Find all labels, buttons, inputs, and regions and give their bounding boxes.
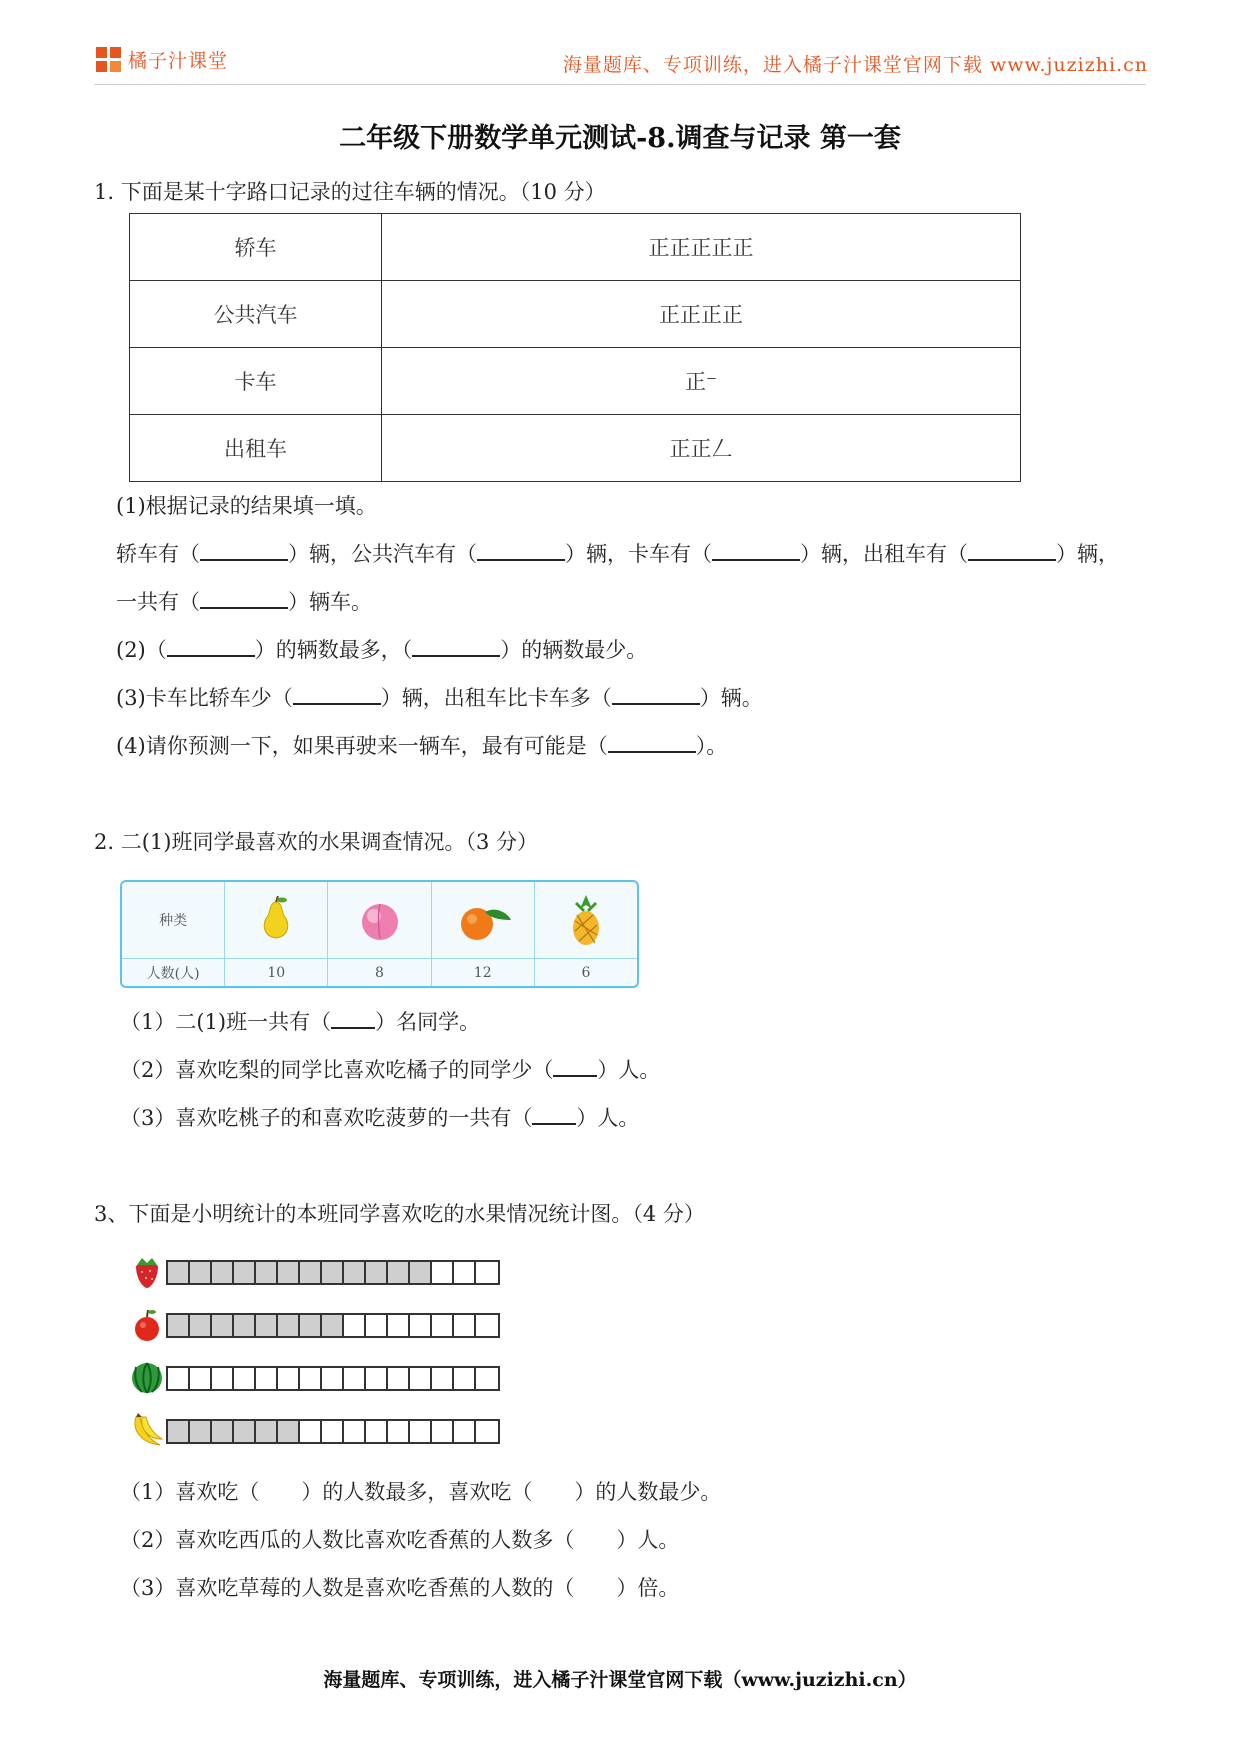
q1-sub1-line2: [116, 586, 372, 616]
logo: [96, 46, 228, 73]
bar-cell: [366, 1421, 388, 1442]
tally-bar: [166, 1313, 500, 1338]
q1-sub1-line1: [116, 538, 1119, 568]
q1-sub3: [116, 682, 763, 712]
text: ）辆。: [699, 686, 763, 710]
answer-blank[interactable]: [712, 539, 800, 561]
bar-cell: [300, 1368, 322, 1389]
bar-cell: [432, 1262, 454, 1283]
bar-cell: [388, 1421, 410, 1442]
tally-bar: [166, 1419, 500, 1444]
answer-blank[interactable]: [412, 635, 500, 657]
pear-icon: [225, 882, 328, 958]
bar-cell: [300, 1315, 322, 1336]
bar-row-watermelon: [130, 1359, 500, 1397]
bar-cell: [476, 1368, 498, 1389]
answer-blank[interactable]: [532, 1103, 576, 1125]
bar-row-strawberry: [130, 1253, 500, 1291]
bar-cell: [454, 1315, 476, 1336]
banana-icon: [130, 1412, 164, 1450]
bar-row-apple: [130, 1306, 500, 1344]
bar-cell: [278, 1368, 300, 1389]
text: （3）喜欢吃桃子的和喜欢吃菠萝的一共有（: [120, 1106, 533, 1130]
bar-cell: [322, 1421, 344, 1442]
question-2-stem: 2. 二(1)班同学最喜欢的水果调查情况。（3 分）: [94, 830, 538, 854]
q1-sub2: [116, 634, 647, 664]
pineapple-icon: [535, 882, 637, 958]
vehicle-cell: 出租车: [130, 415, 382, 482]
answer-blank[interactable]: [200, 539, 288, 561]
bar-cell: [410, 1421, 432, 1442]
bar-cell: [476, 1315, 498, 1336]
count-label: 人数(人): [122, 959, 225, 986]
bar-cell: [190, 1368, 212, 1389]
bar-cell: [168, 1368, 190, 1389]
text: ）的辆数最少。: [500, 638, 648, 662]
bar-cell: [410, 1262, 432, 1283]
tally-bar: [166, 1260, 500, 1285]
vehicle-cell: 轿车: [130, 214, 382, 281]
count-cell: 6: [581, 964, 591, 981]
bar-cell: [344, 1368, 366, 1389]
text: ）辆，出租车有（: [800, 542, 968, 566]
bar-cell: [212, 1315, 234, 1336]
vehicle-cell: 卡车: [130, 348, 382, 415]
table-row: [130, 415, 1021, 482]
orange-icon: [432, 882, 535, 958]
answer-blank[interactable]: [477, 539, 565, 561]
bar-cell: [190, 1262, 212, 1283]
text: ）辆，出租车比卡车多（: [380, 686, 612, 710]
bar-cell: [366, 1262, 388, 1283]
bar-cell: [212, 1262, 234, 1283]
answer-blank[interactable]: [331, 1007, 375, 1029]
bar-cell: [278, 1315, 300, 1336]
text: （1）二(1)班一共有（: [120, 1010, 332, 1034]
bar-cell: [300, 1421, 322, 1442]
count-cell: 10: [225, 959, 328, 986]
count-cell: 12: [432, 959, 535, 986]
q2-sub2: [120, 1054, 660, 1084]
bar-cell: [256, 1315, 278, 1336]
strawberry-icon: [130, 1253, 164, 1291]
bar-cell: [212, 1421, 234, 1442]
count-cell: 8: [328, 959, 431, 986]
bar-cell: [300, 1262, 322, 1283]
logo-text: 橘子汁课堂: [128, 50, 229, 72]
bar-cell: [256, 1368, 278, 1389]
bar-cell: [432, 1315, 454, 1336]
bar-cell: [344, 1262, 366, 1283]
answer-blank[interactable]: [612, 683, 700, 705]
text: ）辆，: [1056, 542, 1119, 566]
bar-cell: [410, 1368, 432, 1389]
bar-cell: [234, 1368, 256, 1389]
bar-cell: [256, 1262, 278, 1283]
logo-mark-icon: [96, 47, 122, 73]
q2-sub3: [120, 1102, 639, 1132]
answer-blank[interactable]: [608, 731, 696, 753]
text: (4)请你预测一下，如果再驶来一辆车，最有可能是（: [116, 734, 608, 758]
bar-cell: [168, 1262, 190, 1283]
q3-sub3: （3）喜欢吃草莓的人数是喜欢吃香蕉的人数的（ ）倍。: [120, 1576, 680, 1600]
bar-cell: [388, 1315, 410, 1336]
text: 一共有（: [116, 590, 200, 614]
bar-row-banana: [130, 1412, 500, 1450]
bar-cell: [322, 1315, 344, 1336]
table-row: [130, 348, 1021, 415]
q3-sub2: （2）喜欢吃西瓜的人数比喜欢吃香蕉的人数多（ ）人。: [120, 1528, 680, 1552]
bar-cell: [476, 1262, 498, 1283]
header-slogan: 海量题库、专项训练，进入橘子汁课堂官网下载 www.juzizhi.cn: [562, 54, 1148, 76]
text: ）名同学。: [375, 1010, 481, 1034]
bar-cell: [234, 1262, 256, 1283]
text: （2）喜欢吃梨的同学比喜欢吃橘子的同学少（: [120, 1058, 554, 1082]
q2-sub1: [120, 1006, 480, 1036]
bar-cell: [234, 1421, 256, 1442]
bar-cell: [256, 1421, 278, 1442]
bar-cell: [454, 1421, 476, 1442]
tally-cell: 正正𠃋: [382, 415, 1021, 482]
tally-cell: 正正正正正: [382, 214, 1021, 281]
text: ）辆，卡车有（: [565, 542, 712, 566]
bar-cell: [168, 1421, 190, 1442]
apple-icon: [130, 1306, 164, 1344]
vehicle-tally-table: [129, 213, 1021, 482]
bar-cell: [366, 1315, 388, 1336]
answer-blank[interactable]: [293, 683, 381, 705]
table-row: [130, 214, 1021, 281]
bar-cell: [454, 1262, 476, 1283]
answer-blank[interactable]: [167, 635, 255, 657]
text: (2)（: [116, 638, 167, 662]
answer-blank[interactable]: [200, 587, 288, 609]
watermelon-icon: [130, 1359, 164, 1397]
bar-cell: [388, 1262, 410, 1283]
bar-cell: [278, 1262, 300, 1283]
bar-cell: [322, 1262, 344, 1283]
header-divider: [94, 84, 1146, 85]
bar-cell: [388, 1368, 410, 1389]
text: ）人。: [576, 1106, 640, 1130]
q1-sub1-title: (1)根据记录的结果填一填。: [116, 494, 377, 518]
text: ）的辆数最多，（: [254, 638, 413, 662]
tally-cell: 正⁻: [382, 348, 1021, 415]
bar-cell: [190, 1315, 212, 1336]
tally-bar: [166, 1366, 500, 1391]
question-3-stem: 3、下面是小明统计的本班同学喜欢吃的水果情况统计图。（4 分）: [94, 1202, 705, 1226]
answer-blank[interactable]: [968, 539, 1056, 561]
peach-icon: [328, 882, 431, 958]
bar-cell: [344, 1315, 366, 1336]
q3-sub1: （1）喜欢吃（ ）的人数最多，喜欢吃（ ）的人数最少。: [120, 1480, 722, 1504]
text: ）辆，公共汽车有（: [288, 542, 477, 566]
bar-cell: [366, 1368, 388, 1389]
header-label: 种类: [122, 882, 225, 958]
bar-cell: [322, 1368, 344, 1389]
bar-cell: [432, 1368, 454, 1389]
bar-cell: [278, 1421, 300, 1442]
fruit-survey-table: [120, 880, 639, 988]
text: ）人。: [597, 1058, 661, 1082]
bar-cell: [410, 1315, 432, 1336]
vehicle-cell: 公共汽车: [130, 281, 382, 348]
bar-cell: [168, 1315, 190, 1336]
text: ）辆车。: [288, 590, 372, 614]
text: (3)卡车比轿车少（: [116, 686, 293, 710]
bar-cell: [432, 1421, 454, 1442]
q1-sub4: [116, 730, 727, 760]
bar-cell: [344, 1421, 366, 1442]
text: ）。: [695, 734, 728, 758]
footer-slogan: 海量题库、专项训练，进入橘子汁课堂官网下载（www.juzizhi.cn）: [323, 1669, 917, 1691]
answer-blank[interactable]: [553, 1055, 597, 1077]
table-row: [130, 281, 1021, 348]
bar-cell: [190, 1421, 212, 1442]
bar-cell: [212, 1368, 234, 1389]
bar-cell: [476, 1421, 498, 1442]
bar-cell: [454, 1368, 476, 1389]
text: 轿车有（: [116, 542, 200, 566]
tally-cell: 正正正正: [382, 281, 1021, 348]
question-1-stem: 1. 下面是某十字路口记录的过往车辆的情况。（10 分）: [94, 180, 606, 204]
page-title: 二年级下册数学单元测试-8.调查与记录 第一套: [339, 123, 901, 154]
bar-cell: [234, 1315, 256, 1336]
